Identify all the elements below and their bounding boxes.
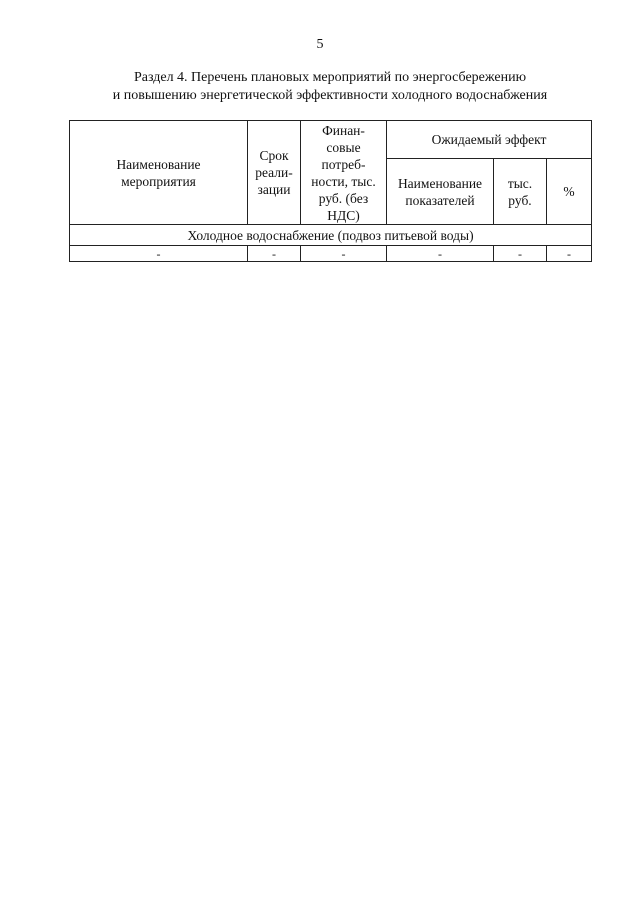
header-finance-line-5: руб. (без	[318, 190, 369, 206]
cell-name: -	[70, 246, 248, 262]
header-finance-line-6: НДС)	[327, 207, 360, 223]
cell-rub: -	[494, 246, 547, 262]
header-effect-rub-line-2: руб.	[508, 192, 532, 208]
header-finance-line-4: ности, тыс.	[311, 173, 376, 189]
cell-finance: -	[301, 246, 387, 262]
cell-term: -	[248, 246, 301, 262]
header-finance-line-2: совые	[326, 139, 361, 155]
section-title	[60, 69, 600, 105]
header-term-line-1: Срок	[259, 148, 289, 163]
section-row-label: Холодное водоснабжение (подвоз питьевой воды)	[70, 225, 592, 246]
cell-percent: -	[547, 246, 592, 262]
header-effect-indicator	[387, 159, 494, 225]
table-row	[70, 246, 592, 262]
header-name	[70, 121, 248, 225]
header-row-top	[70, 121, 592, 159]
section-title-line-1: Раздел 4. Перечень плановых мероприятий по энергосбережению	[133, 70, 527, 85]
page-number: 5	[316, 37, 324, 52]
measures-table	[69, 120, 592, 262]
header-effect-rub	[494, 159, 547, 225]
header-effect-rub-line-1: тыс.	[507, 175, 533, 191]
header-finance-line-3: потреб-	[321, 156, 366, 172]
cell-indicator: -	[387, 246, 494, 262]
header-name-line-2: мероприятия	[121, 173, 196, 189]
header-finance	[301, 121, 387, 225]
header-term-line-3: зации	[257, 182, 291, 197]
header-effect-indicator-line-2: показателей	[405, 192, 475, 208]
header-finance-line-1: Финан-	[322, 122, 365, 138]
section-title-line-2: и повышению энергетической эффективности холодного водоснабжения	[112, 88, 548, 103]
header-term	[248, 121, 301, 225]
header-effect-percent: %	[547, 159, 592, 225]
header-expected-effect: Ожидаемый эффект	[387, 121, 592, 159]
header-name-line-1: Наименование	[116, 156, 201, 172]
section-row	[70, 225, 592, 246]
header-effect-indicator-line-1: Наименование	[397, 175, 483, 191]
header-term-line-2: реали-	[255, 165, 293, 180]
